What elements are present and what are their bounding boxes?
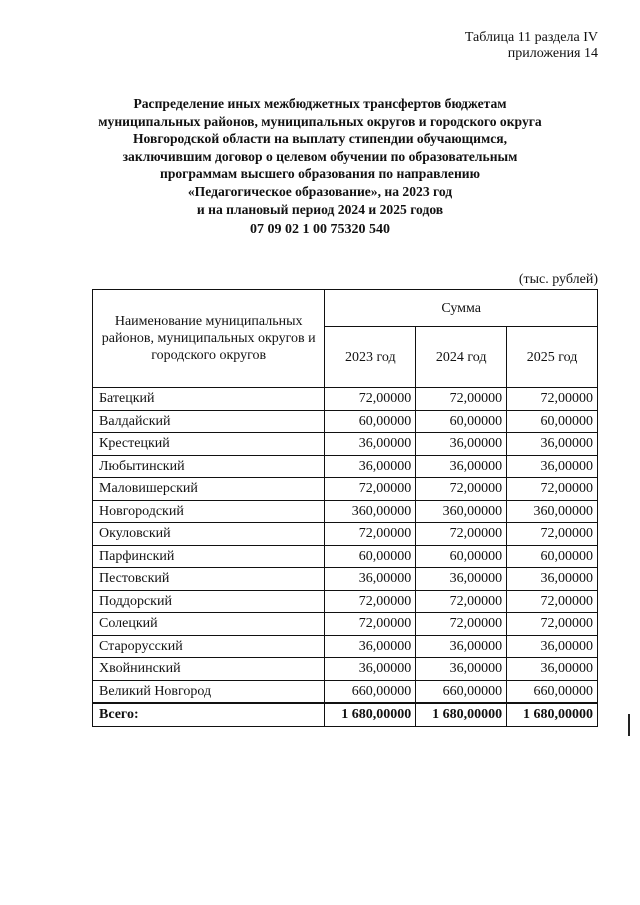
amount-2025: 72,00000 xyxy=(507,478,598,501)
total-row xyxy=(93,703,598,726)
district-name: Солецкий xyxy=(93,613,325,636)
amount-2023: 72,00000 xyxy=(325,590,416,613)
amount-2025: 36,00000 xyxy=(507,568,598,591)
amount-2024: 36,00000 xyxy=(416,433,507,456)
amount-2023: 36,00000 xyxy=(325,658,416,681)
district-name: Парфинский xyxy=(93,545,325,568)
district-name: Всего: xyxy=(93,703,325,726)
amount-2024: 72,00000 xyxy=(416,590,507,613)
amount-2024: 72,00000 xyxy=(416,613,507,636)
table-row xyxy=(93,635,598,658)
table-row xyxy=(93,545,598,568)
district-name: Валдайский xyxy=(93,410,325,433)
amount-2024: 660,00000 xyxy=(416,680,507,703)
title-line: программам высшего образования по направлению xyxy=(159,166,481,182)
amount-2024: 72,00000 xyxy=(416,478,507,501)
amount-2025: 660,00000 xyxy=(507,680,598,703)
column-header-2025: 2025 год xyxy=(507,327,598,388)
amount-2025: 1 680,00000 xyxy=(507,703,598,726)
table-row xyxy=(93,478,598,501)
district-name: Маловишерский xyxy=(93,478,325,501)
amount-2025: 72,00000 xyxy=(507,388,598,411)
amount-2023: 72,00000 xyxy=(325,613,416,636)
amount-2023: 360,00000 xyxy=(325,500,416,523)
table-row xyxy=(93,590,598,613)
unit-label: (тыс. рублей) xyxy=(518,272,598,287)
table-row xyxy=(93,388,598,411)
budget-code: 07 09 02 1 00 75320 540 xyxy=(250,222,390,237)
amount-2025: 36,00000 xyxy=(507,455,598,478)
amount-2023: 36,00000 xyxy=(325,635,416,658)
title-line: «Педагогическое образование», на 2023 год xyxy=(187,183,453,199)
allocation-table xyxy=(92,289,598,727)
district-name: Окуловский xyxy=(93,523,325,546)
reference-line-2: приложения 14 xyxy=(507,46,598,61)
amount-2024: 360,00000 xyxy=(416,500,507,523)
district-name: Крестецкий xyxy=(93,433,325,456)
title-line: Распределение иных межбюджетных трансфертов бюджетам xyxy=(133,96,507,111)
district-name: Поддорский xyxy=(93,590,325,613)
amount-2023: 72,00000 xyxy=(325,523,416,546)
district-name: Старорусский xyxy=(93,635,325,658)
table-row xyxy=(93,500,598,523)
district-name: Хвойнинский xyxy=(93,658,325,681)
amount-2023: 1 680,00000 xyxy=(325,703,416,726)
amount-2025: 72,00000 xyxy=(507,590,598,613)
district-name: Новгородский xyxy=(93,500,325,523)
district-name: Батецкий xyxy=(93,388,325,411)
amount-2025: 36,00000 xyxy=(507,433,598,456)
amount-2023: 60,00000 xyxy=(325,410,416,433)
margin-mark xyxy=(628,714,630,736)
amount-2024: 1 680,00000 xyxy=(416,703,507,726)
amount-2025: 60,00000 xyxy=(507,410,598,433)
title-line: и на плановый период 2024 и 2025 годов xyxy=(196,201,444,217)
reference-line-1: Таблица 11 раздела IV xyxy=(464,30,598,45)
table-row xyxy=(93,568,598,591)
amount-2024: 60,00000 xyxy=(416,545,507,568)
amount-2024: 36,00000 xyxy=(416,635,507,658)
district-name: Пестовский xyxy=(93,568,325,591)
amount-2025: 360,00000 xyxy=(507,500,598,523)
amount-2024: 36,00000 xyxy=(416,658,507,681)
amount-2024: 72,00000 xyxy=(416,388,507,411)
amount-2025: 36,00000 xyxy=(507,635,598,658)
amount-2023: 36,00000 xyxy=(325,455,416,478)
amount-2025: 72,00000 xyxy=(507,613,598,636)
district-name: Великий Новгород xyxy=(93,680,325,703)
document-title xyxy=(60,95,580,218)
column-header-name: Наименование муниципальных районов, муниципальных округов и городского округов xyxy=(93,290,325,388)
table-row xyxy=(93,523,598,546)
amount-2024: 36,00000 xyxy=(416,455,507,478)
district-name: Любытинский xyxy=(93,455,325,478)
amount-2025: 72,00000 xyxy=(507,523,598,546)
table-row xyxy=(93,410,598,433)
amount-2024: 72,00000 xyxy=(416,523,507,546)
amount-2023: 72,00000 xyxy=(325,478,416,501)
amount-2025: 36,00000 xyxy=(507,658,598,681)
table-row xyxy=(93,613,598,636)
amount-2024: 36,00000 xyxy=(416,568,507,591)
column-header-sum: Сумма xyxy=(325,290,598,327)
column-header-2024: 2024 год xyxy=(416,327,507,388)
table-row xyxy=(93,680,598,703)
table-row xyxy=(93,658,598,681)
title-line: Новгородской области на выплату стипендии обучающимся, xyxy=(132,131,508,147)
amount-2023: 60,00000 xyxy=(325,545,416,568)
table-reference xyxy=(465,30,598,62)
column-header-2023: 2023 год xyxy=(325,327,416,388)
table-row xyxy=(93,455,598,478)
amount-2025: 60,00000 xyxy=(507,545,598,568)
amount-2023: 36,00000 xyxy=(325,568,416,591)
amount-2023: 72,00000 xyxy=(325,388,416,411)
title-line: муниципальных районов, муниципальных округов и городского округа xyxy=(98,113,542,129)
table-row xyxy=(93,433,598,456)
amount-2023: 36,00000 xyxy=(325,433,416,456)
title-line: заключившим договор о целевом обучении по образовательным xyxy=(122,148,518,164)
amount-2024: 60,00000 xyxy=(416,410,507,433)
amount-2023: 660,00000 xyxy=(325,680,416,703)
